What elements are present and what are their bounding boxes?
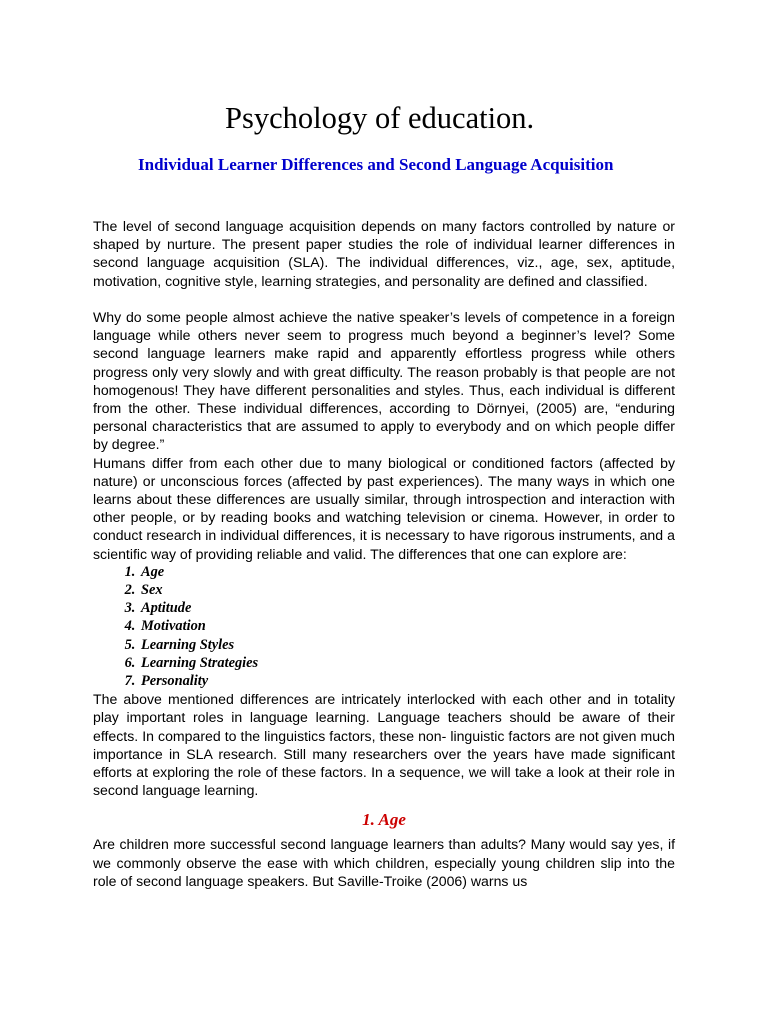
list-item: 4. Motivation [139,617,675,635]
paragraph-why: Why do some people almost achieve the native speaker’s levels of competence in a foreign language while others never seem to progress much beyond a beginner’s level? Some second language learners make rapid and apparently effortless progress while others progress only very slowly and with great difficulty. The reason probably is that people are not homogenous! They have different personalities and styles. Thus, each individual is different from the other. These individual differences, according to Dörnyei, (2005) are, “enduring personal characteristics that are assumed to apply to everybody and on which people differ by degree.” [93,309,675,453]
paragraph-interlocked: The above mentioned differences are intricately interlocked with each other and in totality play important roles in language learning. Language teachers should be aware of their effects. In compared to the linguistics factors, these non- linguistic factors are not given much importance in SLA research. Still many researchers over the years have made significant efforts at exploring the role of these factors. In a sequence, we will take a look at their role in second language learning. [93,691,675,799]
list-item: 3. Aptitude [139,599,675,617]
list-item: 6. Learning Strategies [139,654,675,672]
list-item: 2. Sex [139,581,675,599]
paragraph-humans: Humans differ from each other due to many biological or conditioned factors (affected by nature) or unconscious forces (affected by past experiences). The many ways in which one learns about these differences are usually similar, through introspection and interaction with other people, or by reading books and watching television or cinema. However, in order to conduct research in individual differences, it is necessary to have rigorous instruments, and a scientific way of providing reliable and valid. The differences that one can explore are: [93,454,675,562]
list-item: 7. Personality [139,672,675,690]
paragraph-gap [93,290,675,308]
document-title: Psychology of education. [225,101,535,135]
paragraph-age: Are children more successful second language learners than adults? Many would say yes, if we commonly observe the ease with which children, especially young children slip into the role of second language speakers. But Saville-Troike (2006) warns us [93,836,675,889]
factors-list [93,563,675,690]
list-item: 5. Learning Styles [139,636,675,654]
document-subtitle: Individual Learner Differences and Second Language Acquisition [138,155,614,174]
document-body [93,217,675,890]
paragraph-intro: The level of second language acquisition depends on many factors controlled by nature or shaped by nurture. The present paper studies the role of individual learner differences in second language acquisition (SLA). The individual differences, viz., age, sex, aptitude, motivation, cognitive style, learning strategies, and personality are defined and classified. [93,218,675,289]
section-heading-age: 1. Age [362,810,406,830]
list-item: 1. Age [139,563,675,581]
